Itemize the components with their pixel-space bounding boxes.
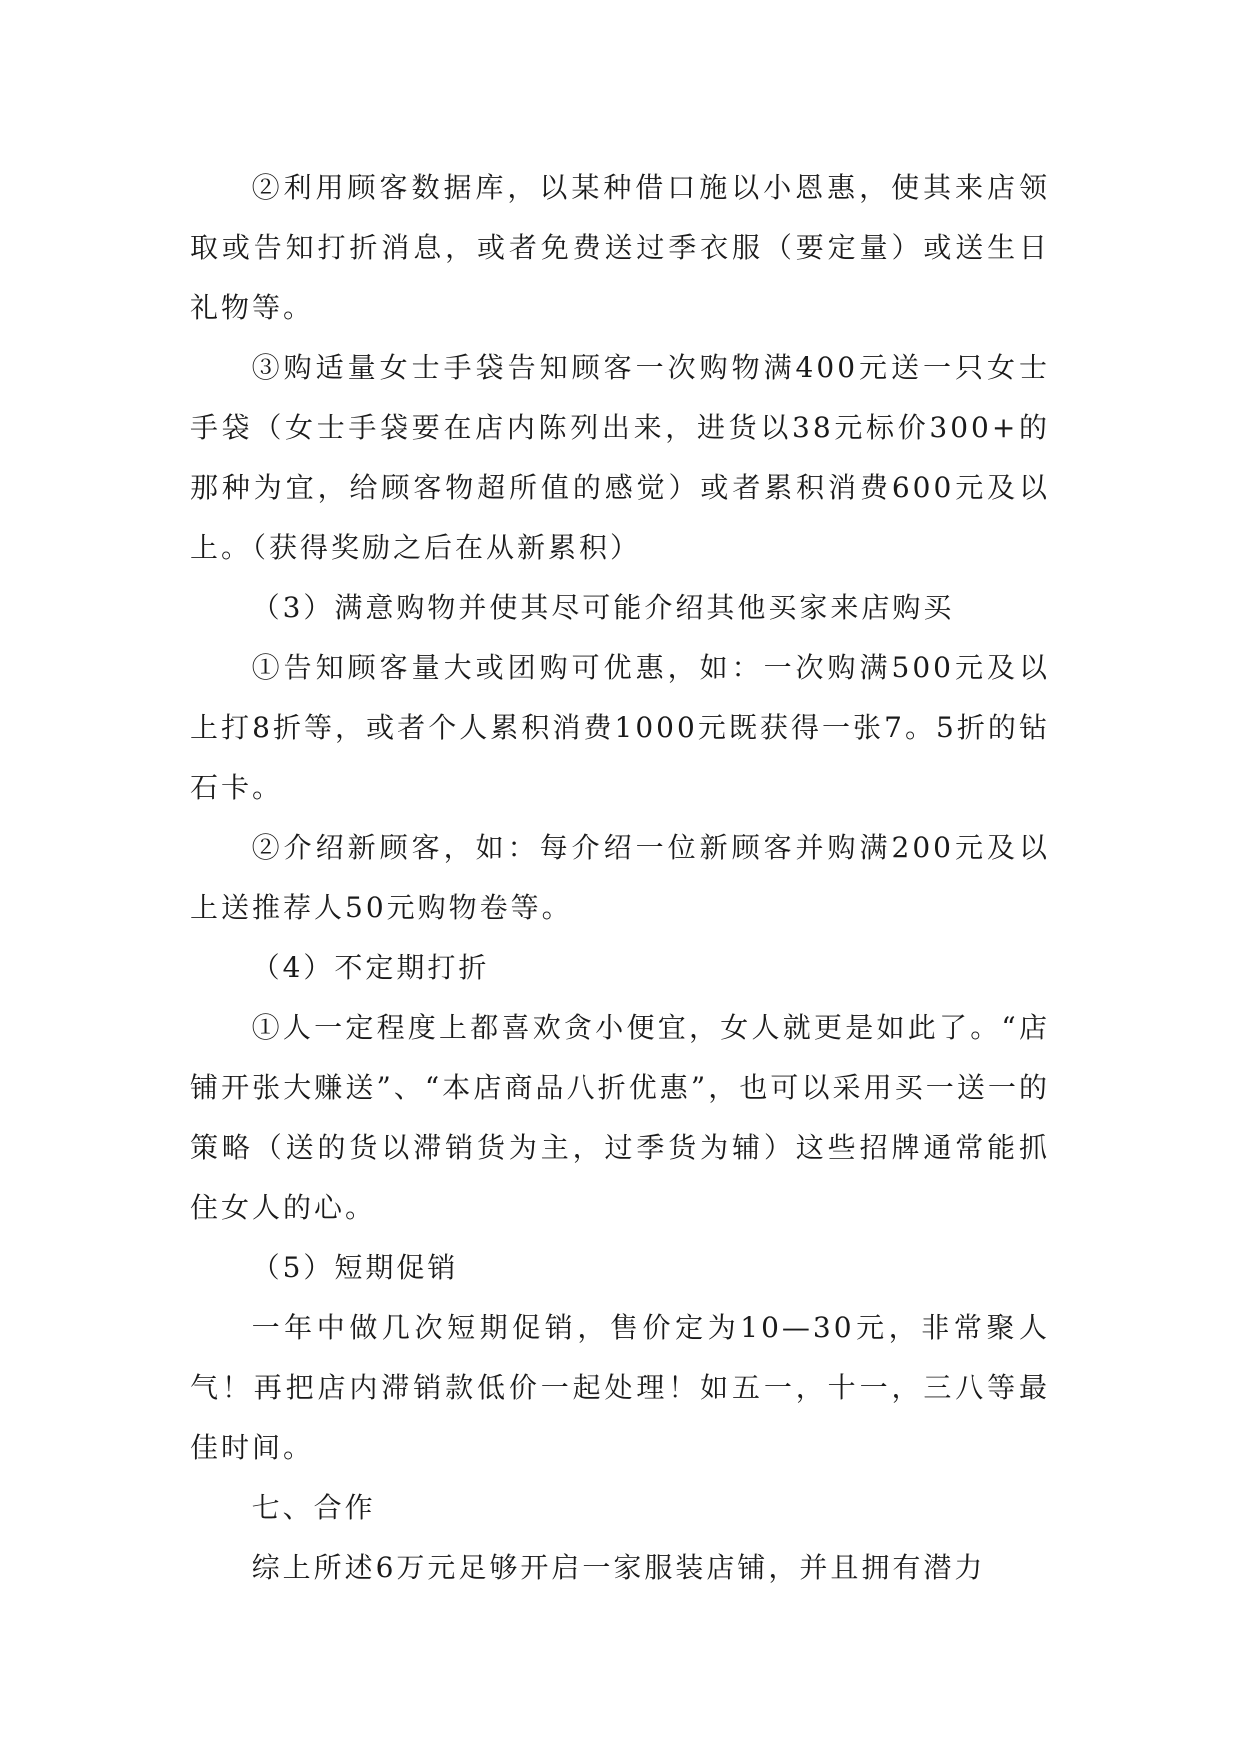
heading-satisfied-shopping: （3）满意购物并使其尽可能介绍其他买家来店购买	[251, 591, 955, 624]
paragraph-short-promotion: 一年中做几次短期促销，售价定为10—30元，非常聚人气！再把店内滞销款低价一起处理！如五一，十一，三八等最佳时间。	[190, 1311, 1050, 1464]
paragraph-handbag-gift: ③购适量女士手袋告知顾客一次购物满400元送一只女士手袋（女士手袋要在店内陈列出来，进货以38元标价300+的那种为宜，给顾客物超所值的感觉）或者累积消费600元及以上。（获得奖励之后在从新累积）	[190, 351, 1050, 564]
heading-irregular-discount: （4）不定期打折	[251, 951, 490, 984]
paragraph-cooperation: 综上所述6万元足够开启一家服装店铺，并且拥有潜力	[251, 1551, 986, 1584]
heading-cooperation: 七、合作	[251, 1491, 376, 1524]
paragraph-customer-database: ②利用顾客数据库，以某种借口施以小恩惠，使其来店领取或告知打折消息，或者免费送过季衣服（要定量）或送生日礼物等。	[190, 171, 1050, 324]
paragraph-referral: ②介绍新顾客，如：每介绍一位新顾客并购满200元及以上送推荐人50元购物卷等。	[190, 831, 1050, 924]
document-body	[190, 158, 1050, 1598]
paragraph-discount-strategy: ①人一定程度上都喜欢贪小便宜，女人就更是如此了。“店铺开张大赚送”、“本店商品八折优惠”，也可以采用买一送一的策略（送的货以滞销货为主，过季货为辅）这些招牌通常能抓住女人的心。	[190, 1011, 1050, 1224]
paragraph-group-discount: ①告知顾客量大或团购可优惠，如：一次购满500元及以上打8折等，或者个人累积消费1000元既获得一张7。5折的钻石卡。	[190, 651, 1050, 804]
heading-short-promotion: （5）短期促销	[251, 1251, 459, 1284]
